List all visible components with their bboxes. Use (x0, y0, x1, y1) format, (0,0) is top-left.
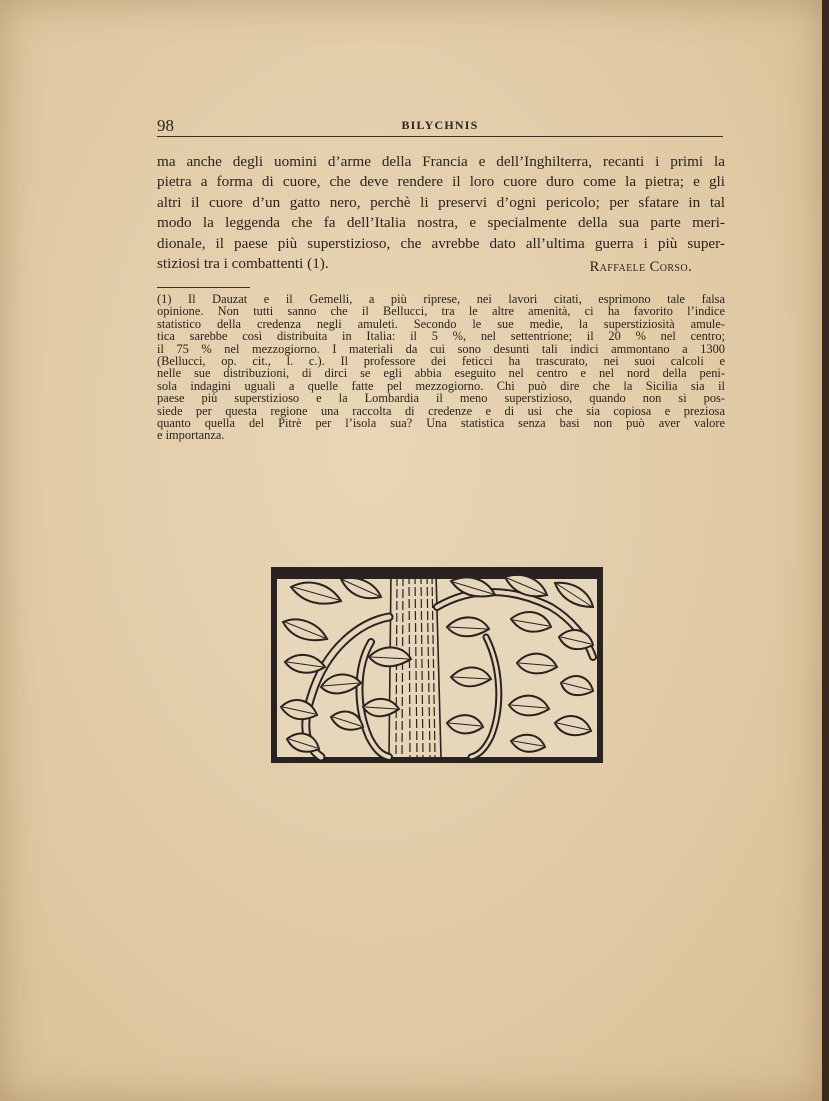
footnote-line: nelle sue distribuzioni, di dirci se egli abbia eseguito nel centro e nel nord della peni- (157, 366, 725, 381)
footnote-line: paese più superstizioso e la Lombardia il meno superstizioso, quando non si pos- (157, 391, 725, 406)
footnote-line: il 75 % nel mezzogiorno. I materiali da cui sono desunti tali indici ammontano a 1300 (157, 341, 725, 356)
footnote-line: e importanza. (157, 428, 225, 443)
author-signature: Raffaele Corso. (589, 259, 692, 275)
body-line: stiziosi tra i combattenti (1). (157, 255, 329, 273)
footnote-line: siede per questa regione una raccolta di credenze e di usi che sia copiosa e preziosa (157, 403, 725, 418)
body-line: dionale, il paese più superstizioso, che avrebbe dato all’ultima guerra i più super- (157, 234, 725, 252)
footnote-line: (Bellucci, op. cit., l. c.). Il professore dei feticci ha trascurato, nei suoi calcoli e (157, 354, 725, 369)
woodcut-vignette (271, 567, 603, 763)
body-line: modo la leggenda che fa dell’Italia nostra, e specialmente della sua parte meri- (157, 214, 725, 232)
footnote-line: sola indagini uguali a quelle fatte pel mezzogiorno. Chi può dire che la Sicilia sia il (157, 378, 725, 393)
page-header (157, 116, 723, 138)
footnote-line: tica sarebbe così distribuita in Italia: il 5 %, nel settentrione; il 20 % nel centro; (157, 329, 725, 344)
page-edge (822, 0, 829, 1101)
body-line: altri il cuore d’un gatto nero, perchè li preservi d’ogni pericolo; per sfatare in tal (157, 193, 725, 211)
footnote-line: opinione. Non tutti sanno che il Bellucci, tra le altre amenità, ci ha favorito l’indice (157, 304, 725, 319)
footnote (157, 293, 725, 442)
foliage-tree-woodcut-icon (271, 567, 603, 763)
body-line: pietra a forma di cuore, che deve rendere il loro cuore duro come la pietra; e gli (157, 173, 725, 191)
body-paragraph (157, 152, 725, 274)
footnote-line: quanto quella del Pitrè per l’isola sua? Una statistica senza basi non può aver valore (157, 416, 725, 431)
footnote-line: statistico della credenza negli amuleti. Secondo le sue medie, la superstiziosità amule- (157, 316, 725, 331)
running-title: BILYCHNIS (401, 118, 479, 132)
header-rule (157, 136, 723, 137)
footnote-line: (1) Il Dauzat e il Gemelli, a più riprese, nei lavori citati, esprimono tale falsa (157, 292, 725, 306)
footnote-rule (157, 287, 250, 288)
body-line: ma anche degli uomini d’arme della Francia e dell’Inghilterra, recanti i primi la (157, 153, 725, 170)
page-number: 98 (157, 116, 174, 135)
